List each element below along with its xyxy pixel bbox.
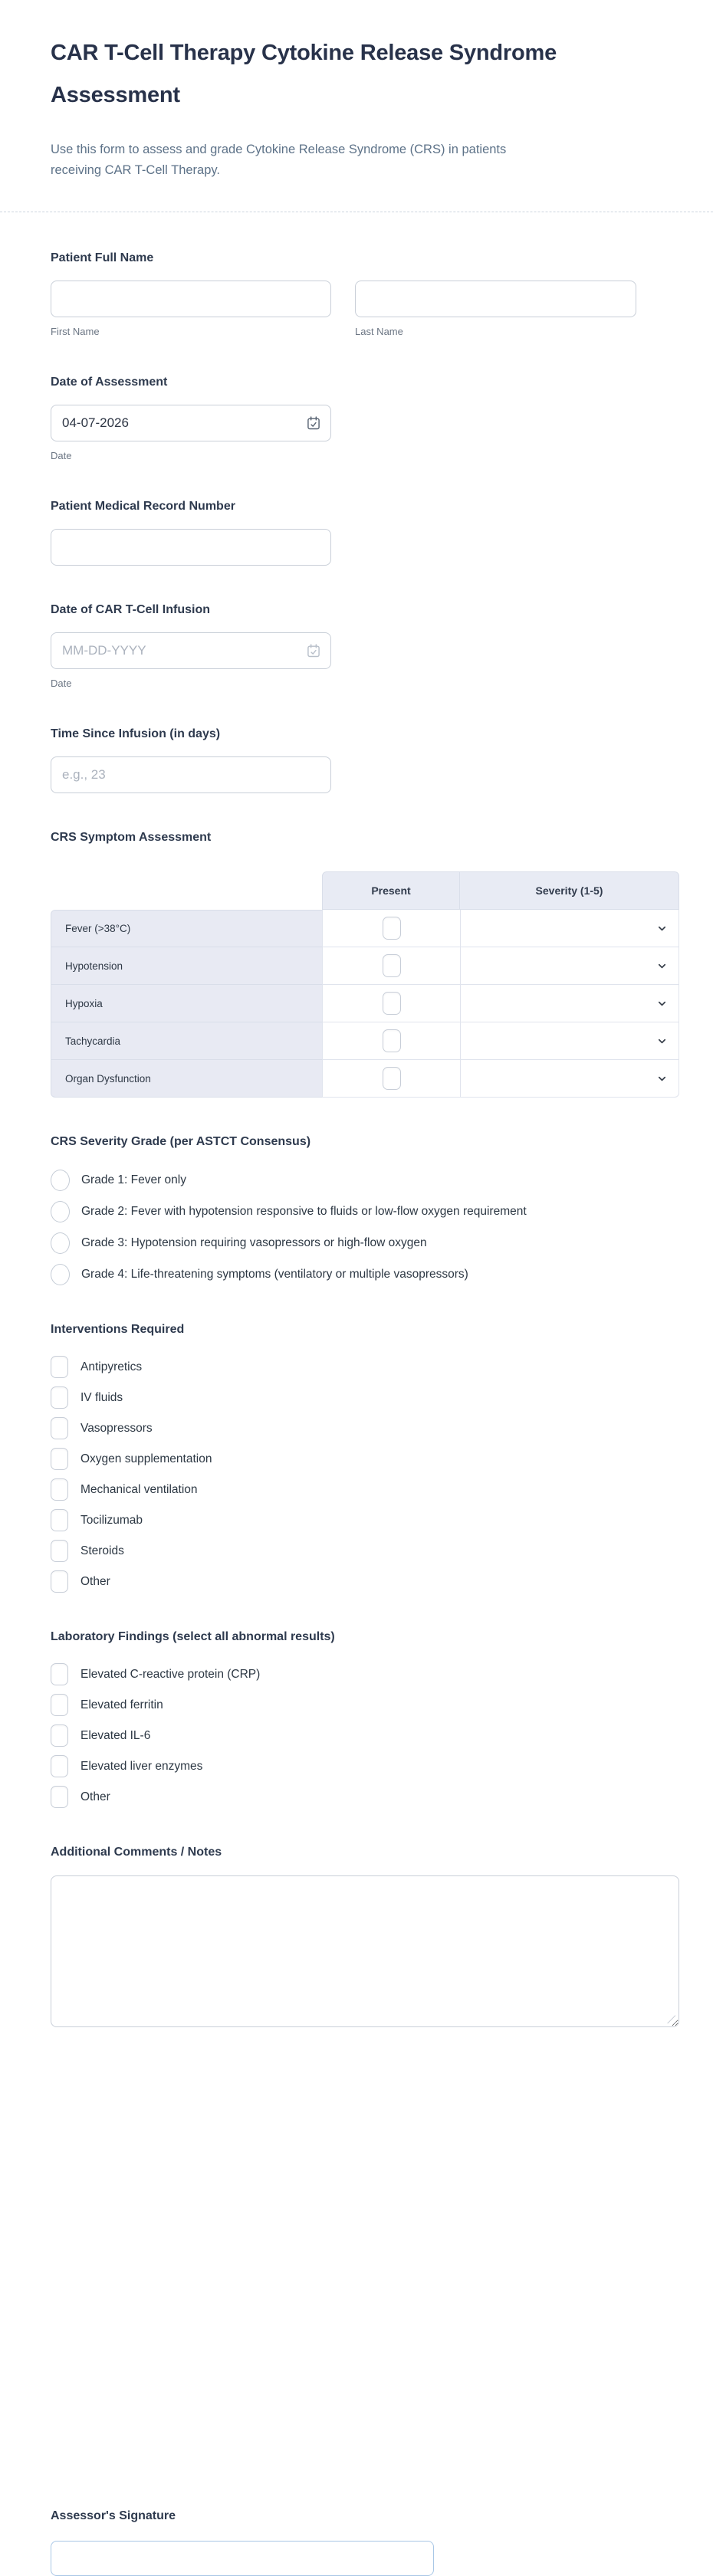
mrn-wrap [51,529,679,566]
checkbox-icon [383,1067,401,1090]
checkbox-icon [51,1509,68,1531]
intervention-option-label: IV fluids [80,1390,123,1404]
symptom-row-label: Hypotension [51,947,322,985]
grade-option-label: Grade 1: Fever only [81,1173,186,1186]
present-checkbox-organ-dysfunction[interactable] [322,1060,460,1098]
infusion-date-input[interactable] [51,632,331,669]
last-name-col [355,281,636,338]
last-name-input[interactable] [355,281,636,317]
checkbox-icon [51,1540,68,1562]
first-name-input[interactable] [51,281,331,317]
assessment-date-sublabel: Date [51,450,72,461]
mrn-input[interactable] [51,529,331,566]
grade-option-label: Grade 4: Life-threatening symptoms (ventilatory or multiple vasopressors) [81,1268,468,1281]
patient-name-group [51,251,679,338]
assessment-date-input[interactable] [51,405,331,441]
patient-name-label: Patient Full Name [51,251,154,264]
intervention-checkbox-iv-fluids[interactable] [51,1386,679,1409]
checkbox-icon [51,1694,68,1716]
intervention-option-label: Vasopressors [80,1421,153,1435]
severity-select-hypoxia[interactable] [460,985,679,1022]
radio-icon [51,1264,70,1285]
calendar-check-icon[interactable] [306,643,321,658]
chevron-down-icon [656,998,668,1009]
intervention-option-label: Tocilizumab [80,1513,143,1527]
comments-wrap [51,1875,679,2027]
name-row [51,281,636,338]
lab-checkbox-liver-enzymes[interactable] [51,1755,679,1777]
symptom-row-label: Hypoxia [51,985,322,1022]
lab-findings-label: Laboratory Findings (select all abnormal results) [51,1630,335,1643]
grade-4-radio[interactable] [51,1264,679,1285]
checkbox-icon [383,917,401,940]
checkbox-icon [383,1029,401,1052]
chevron-down-icon [656,960,668,972]
first-name-sublabel: First Name [51,326,100,337]
severity-grade-label: CRS Severity Grade (per ASTCT Consensus) [51,1135,311,1148]
form-title: CAR T-Cell Therapy Cytokine Release Syndrome Assessment [51,41,557,107]
intervention-checkbox-antipyretics[interactable] [51,1356,679,1378]
checkbox-icon [51,1386,68,1409]
grade-2-radio[interactable] [51,1201,679,1222]
checkbox-icon [51,1663,68,1685]
lab-checkbox-il6[interactable] [51,1724,679,1747]
form-description: Use this form to assess and grade Cytokine Release Syndrome (CRS) in patients receiving CAR T-Cell Therapy. [51,143,507,177]
symptom-row-label: Tachycardia [51,1022,322,1060]
mrn-label: Patient Medical Record Number [51,500,235,513]
intervention-checkbox-vasopressors[interactable] [51,1417,679,1439]
symptom-assessment-group [51,830,679,1098]
checkbox-icon [383,954,401,977]
grade-1-radio[interactable] [51,1170,679,1191]
intervention-option-label: Mechanical ventilation [80,1482,198,1496]
infusion-date-group [51,602,679,690]
intervention-checkbox-tocilizumab[interactable] [51,1509,679,1531]
checkbox-icon [51,1570,68,1593]
assessment-date-group [51,375,679,462]
intervention-checkbox-oxygen[interactable] [51,1448,679,1470]
chevron-down-icon [656,923,668,934]
radio-icon [51,1201,70,1222]
interventions-options [51,1356,679,1593]
assessment-date-label: Date of Assessment [51,376,168,389]
present-checkbox-hypotension[interactable] [322,947,460,985]
last-name-sublabel: Last Name [355,326,403,337]
lab-checkbox-other[interactable] [51,1786,679,1808]
lab-checkbox-crp[interactable] [51,1663,679,1685]
severity-grade-group [51,1134,679,1285]
table-corner-cell [51,871,322,910]
lab-checkbox-ferritin[interactable] [51,1694,679,1716]
severity-grade-options [51,1170,679,1285]
severity-select-tachycardia[interactable] [460,1022,679,1060]
checkbox-icon [51,1724,68,1747]
radio-icon [51,1170,70,1191]
lab-option-label: Elevated ferritin [80,1698,163,1711]
present-checkbox-hypoxia[interactable] [322,985,460,1022]
signature-input[interactable] [51,2541,434,2576]
symptom-table-label: CRS Symptom Assessment [51,831,212,844]
infusion-date-sublabel: Date [51,678,72,689]
mrn-group [51,499,679,566]
comments-textarea[interactable] [51,1875,679,2027]
grade-option-label: Grade 2: Fever with hypotension responsive to fluids or low-flow oxygen requirement [81,1205,527,1218]
symptom-row-label: Organ Dysfunction [51,1060,322,1098]
checkbox-icon [383,992,401,1015]
checkbox-icon [51,1356,68,1378]
time-since-infusion-label: Time Since Infusion (in days) [51,727,221,740]
checkbox-icon [51,1448,68,1470]
lab-option-label: Elevated IL-6 [80,1728,151,1742]
signature-label: Assessor's Signature [51,2509,176,2522]
symptom-table [51,871,679,1098]
calendar-check-icon[interactable] [306,415,321,431]
lab-option-label: Elevated liver enzymes [80,1759,203,1773]
lab-findings-options [51,1663,679,1808]
infusion-date-wrap [51,632,331,669]
checkbox-icon [51,1478,68,1501]
column-header-severity: Severity (1-5) [460,871,679,910]
grade-option-label: Grade 3: Hypotension requiring vasopressors or high-flow oxygen [81,1236,427,1249]
radio-icon [51,1232,70,1254]
signature-group [51,2509,679,2576]
intervention-option-label: Antipyretics [80,1360,143,1373]
comments-group [51,1845,679,2027]
intervention-option-label: Other [80,1574,110,1588]
time-since-infusion-group [51,727,679,793]
infusion-date-label: Date of CAR T-Cell Infusion [51,603,210,616]
column-header-present: Present [322,871,460,910]
lab-option-label: Other [80,1790,110,1803]
lab-option-label: Elevated C-reactive protein (CRP) [80,1667,261,1681]
interventions-group [51,1322,679,1593]
symptom-row-label: Fever (>38°C) [51,910,322,947]
first-name-col [51,281,331,338]
checkbox-icon [51,1755,68,1777]
present-checkbox-tachycardia[interactable] [322,1022,460,1060]
assessment-date-wrap [51,405,331,441]
interventions-label: Interventions Required [51,1323,185,1336]
severity-select-fever[interactable] [460,910,679,947]
severity-select-organ-dysfunction[interactable] [460,1060,679,1098]
severity-select-hypotension[interactable] [460,947,679,985]
intervention-option-label: Oxygen supplementation [80,1452,212,1465]
checkbox-icon [51,1786,68,1808]
intervention-option-label: Steroids [80,1544,124,1557]
intervention-checkbox-steroids[interactable] [51,1540,679,1562]
chevron-down-icon [656,1073,668,1085]
intervention-checkbox-other[interactable] [51,1570,679,1593]
grade-3-radio[interactable] [51,1232,679,1254]
days-since-infusion-input[interactable] [51,756,331,793]
intervention-checkbox-ventilation[interactable] [51,1478,679,1501]
checkbox-icon [51,1417,68,1439]
present-checkbox-fever[interactable] [322,910,460,947]
chevron-down-icon [656,1035,668,1047]
time-since-infusion-wrap [51,756,679,793]
comments-label: Additional Comments / Notes [51,1846,222,1859]
lab-findings-group [51,1629,679,1808]
